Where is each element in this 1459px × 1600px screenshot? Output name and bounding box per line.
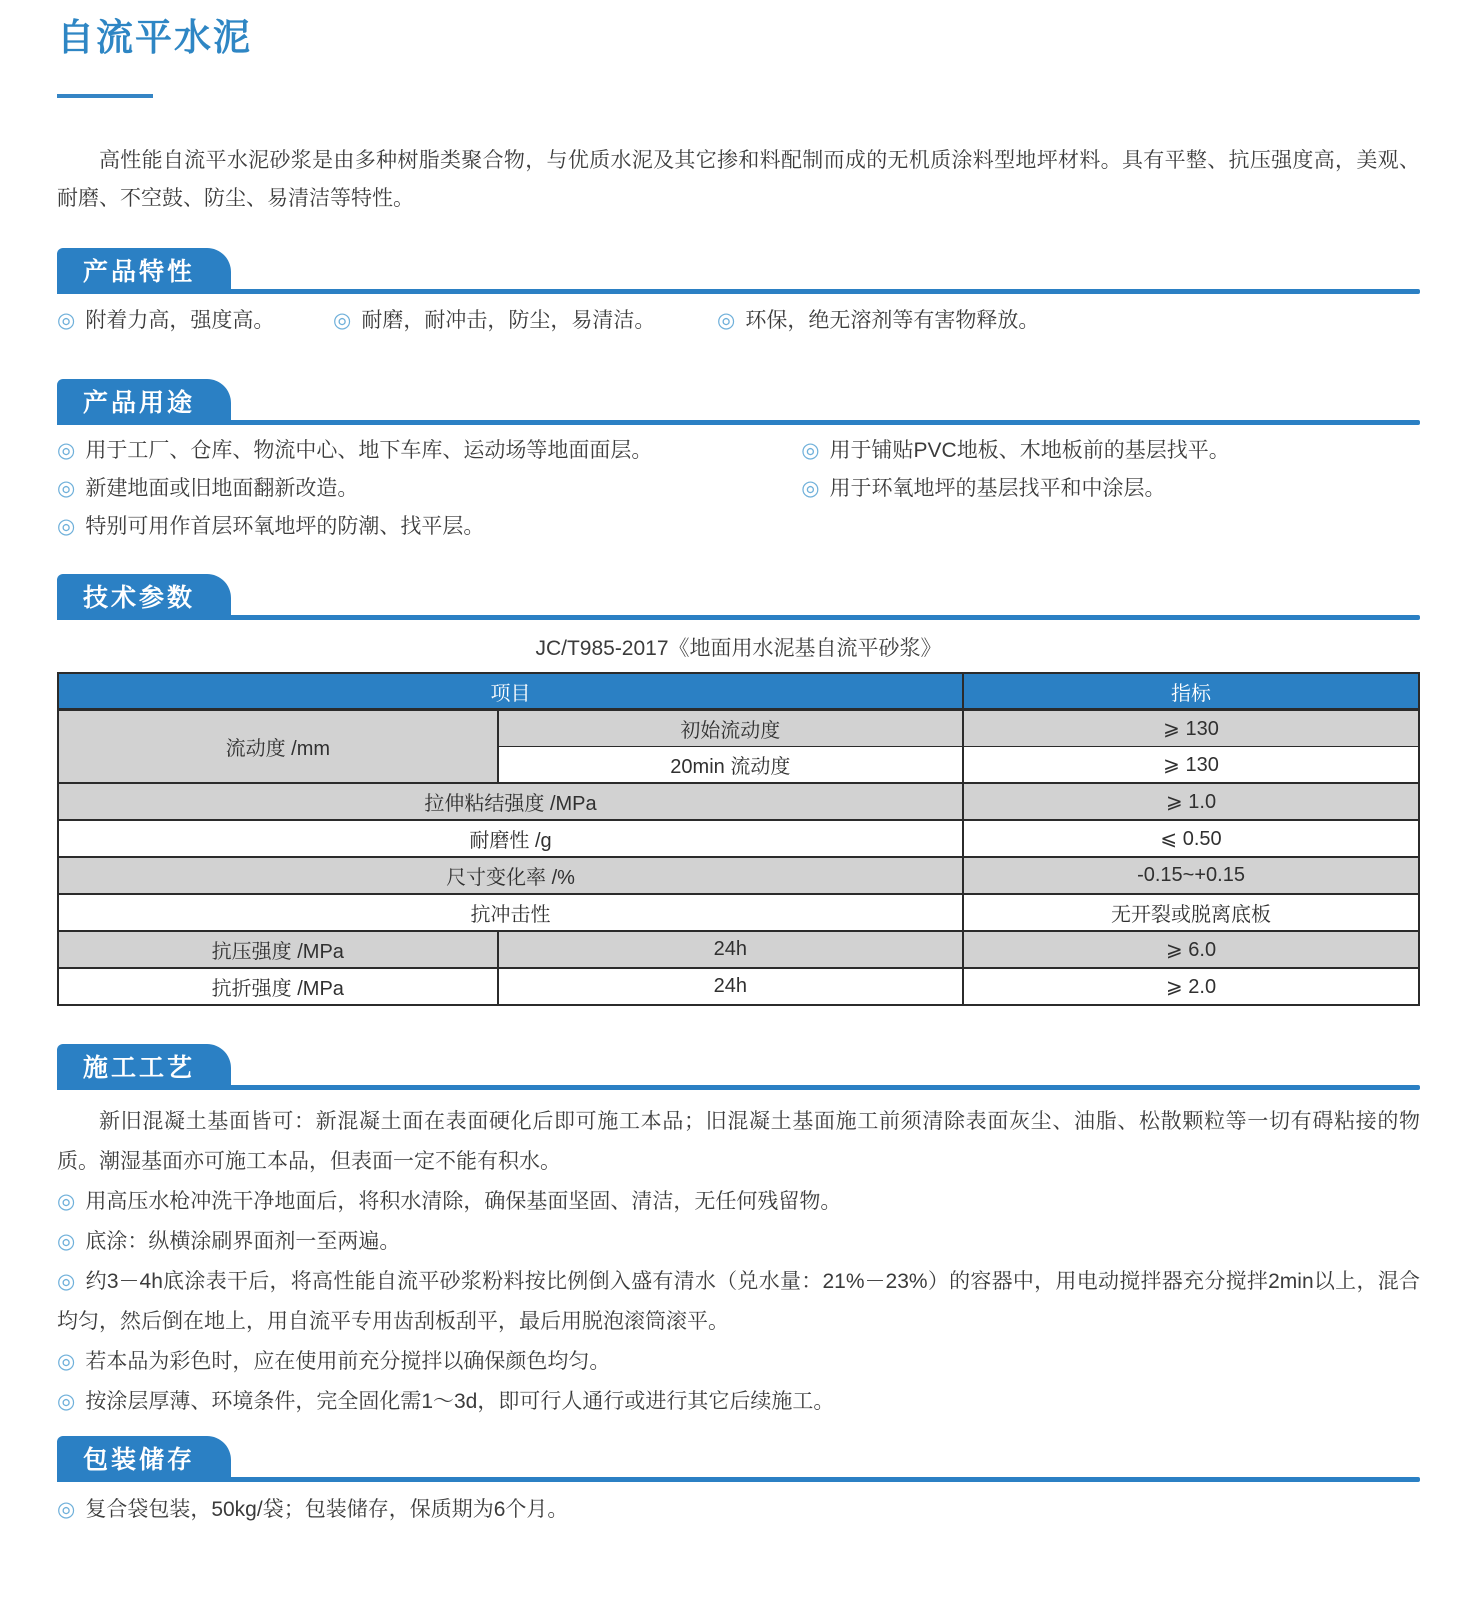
list-item <box>57 1382 1420 1422</box>
table-cell: 无开裂或脱离底板 <box>963 894 1419 931</box>
section-tab-parameters: 技术参数 <box>57 574 231 620</box>
list-item-text: 按涂层厚薄、环境条件，完全固化需1～3d，即可行人通行或进行其它后续施工。 <box>85 1390 835 1413</box>
list-item-text: 耐磨，耐冲击，防尘，易清洁。 <box>361 309 656 332</box>
list-item <box>57 1182 1420 1222</box>
uses-left-column <box>57 432 801 546</box>
table-row <box>58 931 1419 968</box>
section-tab-packaging: 包装储存 <box>57 1436 231 1482</box>
table-row <box>58 710 1419 747</box>
list-item-text: 用于铺贴PVC地板、木地板前的基层找平。 <box>829 439 1230 462</box>
table-cell: ⩾ 2.0 <box>963 968 1419 1005</box>
list-item-text: 特别可用作首层环氧地坪的防潮、找平层。 <box>85 515 485 538</box>
standard-caption: JC/T985-2017《地面用水泥基自流平砂浆》 <box>535 637 942 660</box>
table-cell: 耐磨性 /g <box>58 820 963 857</box>
list-item <box>57 1262 1420 1342</box>
parameters-table <box>57 672 1420 1006</box>
double-circle-bullet-icon: ◎ <box>333 309 352 332</box>
list-item <box>57 508 801 546</box>
list-item <box>801 432 1420 470</box>
section-header-features <box>57 248 1420 294</box>
table-row <box>58 894 1419 931</box>
section-tab-features: 产品特性 <box>57 248 231 294</box>
list-item-text: 复合袋包装，50kg/袋；包装储存，保质期为6个月。 <box>85 1498 569 1521</box>
double-circle-bullet-icon: ◎ <box>57 1270 76 1293</box>
list-item <box>57 470 801 508</box>
column-header-index: 指标 <box>963 673 1419 710</box>
double-circle-bullet-icon: ◎ <box>57 1498 76 1521</box>
process-paragraph: 新旧混凝土基面皆可：新混凝土面在表面硬化后即可施工本品；旧混凝土基面施工前须清除表面灰尘、油脂、松散颗粒等一切有碍粘接的物质。潮湿基面亦可施工本品，但表面一定不能有积水。 <box>57 1110 1420 1173</box>
table-cell: 20min 流动度 <box>498 747 963 784</box>
section-rule <box>57 420 1420 425</box>
table-row <box>58 820 1419 857</box>
double-circle-bullet-icon: ◎ <box>57 477 76 500</box>
double-circle-bullet-icon: ◎ <box>717 309 736 332</box>
table-cell: 流动度 /mm <box>58 710 498 784</box>
table-cell: ⩾ 1.0 <box>963 783 1419 820</box>
double-circle-bullet-icon: ◎ <box>57 1390 76 1413</box>
list-item-text: 约3－4h底涂表干后，将高性能自流平砂浆粉料按比例倒入盛有清水（兑水量：21%－23%）的容器中，用电动搅拌器充分搅拌2min以上，混合均匀，然后倒在地上，用自流平专用齿刮板刮平，最后用脱泡滚筒滚平。 <box>57 1270 1420 1333</box>
table-cell: 初始流动度 <box>498 710 963 747</box>
table-row <box>58 783 1419 820</box>
double-circle-bullet-icon: ◎ <box>57 1230 76 1253</box>
double-circle-bullet-icon: ◎ <box>57 515 76 538</box>
section-header-parameters <box>57 574 1420 620</box>
list-item <box>57 1222 1420 1262</box>
list-item <box>717 301 1039 341</box>
list-item-text: 用于环氧地坪的基层找平和中涂层。 <box>829 477 1166 500</box>
list-item-text: 用于工厂、仓库、物流中心、地下车库、运动场等地面面层。 <box>85 439 653 462</box>
table-cell: ⩾ 130 <box>963 747 1419 784</box>
double-circle-bullet-icon: ◎ <box>801 439 820 462</box>
features-list <box>57 301 1420 341</box>
double-circle-bullet-icon: ◎ <box>57 1350 76 1373</box>
table-row <box>58 968 1419 1005</box>
list-item <box>57 1342 1420 1382</box>
table-cell: ⩾ 6.0 <box>963 931 1419 968</box>
section-tab-uses: 产品用途 <box>57 379 231 425</box>
uses-list <box>57 432 1420 546</box>
section-header-packaging <box>57 1436 1420 1482</box>
list-item-text: 环保，绝无溶剂等有害物释放。 <box>745 309 1040 332</box>
uses-right-column <box>801 432 1420 546</box>
list-item <box>333 301 717 341</box>
table-cell: 拉伸粘结强度 /MPa <box>58 783 963 820</box>
double-circle-bullet-icon: ◎ <box>57 439 76 462</box>
table-cell: 尺寸变化率 /% <box>58 857 963 894</box>
table-header-row <box>58 673 1419 710</box>
section-rule <box>57 615 1420 620</box>
list-item <box>57 432 801 470</box>
list-item <box>57 301 333 341</box>
list-item-text: 新建地面或旧地面翻新改造。 <box>85 477 359 500</box>
double-circle-bullet-icon: ◎ <box>801 477 820 500</box>
list-item-text: 若本品为彩色时，应在使用前充分搅拌以确保颜色均匀。 <box>85 1350 611 1373</box>
section-rule <box>57 1477 1420 1482</box>
table-cell: 24h <box>498 968 963 1005</box>
list-item-text: 附着力高，强度高。 <box>85 309 275 332</box>
title-underline <box>57 94 153 98</box>
table-cell: -0.15~+0.15 <box>963 857 1419 894</box>
process-list <box>57 1182 1420 1422</box>
double-circle-bullet-icon: ◎ <box>57 1190 76 1213</box>
section-tab-process: 施工工艺 <box>57 1044 231 1090</box>
table-cell: ⩽ 0.50 <box>963 820 1419 857</box>
table-cell: 抗冲击性 <box>58 894 963 931</box>
section-rule <box>57 1085 1420 1090</box>
column-header-item: 项目 <box>58 673 963 710</box>
table-cell: 抗折强度 /MPa <box>58 968 498 1005</box>
table-cell: 抗压强度 /MPa <box>58 931 498 968</box>
double-circle-bullet-icon: ◎ <box>57 309 76 332</box>
section-header-process <box>57 1044 1420 1090</box>
section-header-uses <box>57 379 1420 425</box>
table-cell: ⩾ 130 <box>963 710 1419 747</box>
page-title: 自流平水泥 <box>57 17 252 58</box>
section-rule <box>57 289 1420 294</box>
table-row <box>58 857 1419 894</box>
list-item <box>801 470 1420 508</box>
table-cell: 24h <box>498 931 963 968</box>
list-item-text: 用高压水枪冲洗干净地面后，将积水清除，确保基面坚固、清洁，无任何残留物。 <box>85 1190 842 1213</box>
intro-paragraph: 高性能自流平水泥砂浆是由多种树脂类聚合物，与优质水泥及其它掺和料配制而成的无机质涂料型地坪材料。具有平整、抗压强度高，美观、耐磨、不空鼓、防尘、易清洁等特性。 <box>57 149 1420 210</box>
packaging-list <box>57 1490 1420 1530</box>
list-item-text: 底涂：纵横涂刷界面剂一至两遍。 <box>85 1230 401 1253</box>
list-item <box>57 1490 1420 1530</box>
